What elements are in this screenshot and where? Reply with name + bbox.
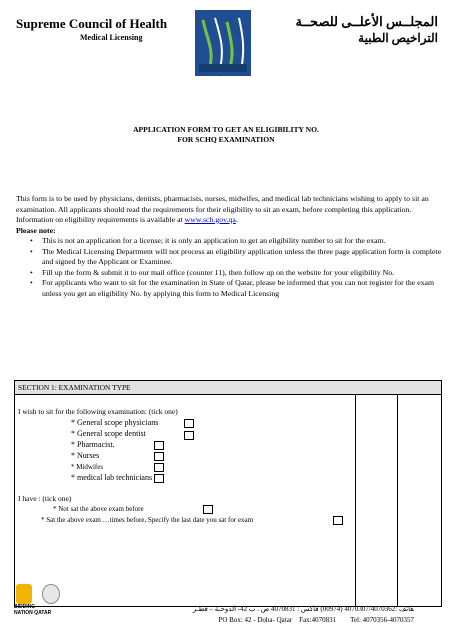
footer-tel: Tel: 4070356-4070357 — [350, 616, 414, 624]
footer-contact — [218, 616, 414, 624]
exam-option-label: * Pharmacist. — [71, 440, 115, 449]
exam-checkbox-general-dentist[interactable] — [184, 431, 194, 440]
badge-caption: BIDDING NATION QATAR — [14, 604, 52, 616]
exam-option-label: * General scope physicians — [71, 418, 159, 427]
section-examination-type — [14, 380, 442, 607]
sch-logo — [195, 10, 251, 76]
exam-checkbox-midwifes[interactable] — [154, 463, 164, 472]
footer-arabic-contact: هاتف :4070307/4070362 (00974) فاكس : 4070831 ص . ب 42- الدوحـة – قطـر — [192, 605, 414, 613]
please-note-label: Please note: — [16, 225, 56, 235]
form-title-line-1: APPLICATION FORM TO GET AN ELIGIBILITY NO. — [133, 125, 319, 134]
form-title — [0, 125, 452, 145]
notes-list — [16, 236, 442, 299]
footer-fax: Fax:4070831 — [299, 616, 337, 624]
note-item: • This is not an application for a license; it is only an application to get an eligibility number to sit for the exam. — [34, 236, 442, 247]
department-name-arabic: التراخيص الطبية — [358, 31, 438, 45]
section-header: SECTION 1: EXAMINATION TYPE — [15, 381, 441, 395]
exam-checkbox-nurses[interactable] — [154, 452, 164, 461]
intro-section — [16, 194, 442, 299]
intro-text: This form is to be used by physicians, dentists, pharmacists, nurses, midwifes, and medical lab technicians wishing to apply to sit an examination. All applicants should read the requirements for their eligibility to sit an exam, before completing this application. Information on eligibility requirements is available at — [16, 194, 429, 224]
footer-po-box: PO Box: 42 - Doha- Qatar — [218, 616, 293, 624]
form-title-line-2: FOR SCHQ EXAMINATION — [177, 135, 275, 144]
intro-text-end: . — [235, 215, 238, 224]
column-divider — [355, 395, 356, 606]
qatar-bid-logo — [16, 584, 32, 604]
emblem-logo — [42, 584, 60, 604]
exam-checkbox-pharmacist[interactable] — [154, 441, 164, 450]
exam-option-label: * General scope dentist — [71, 429, 146, 438]
history-option-label: * Sat the above exam …times before, Specify the last date you sat for exam — [41, 516, 254, 524]
exam-checkbox-medical-lab[interactable] — [154, 474, 164, 483]
note-item: • Fill up the form & submit it to our mail office (counter 11), then follow up on the website for your eligibility No. — [34, 268, 442, 279]
exam-checkbox-general-physicians[interactable] — [184, 419, 194, 428]
department-name: Medical Licensing — [80, 33, 143, 42]
organization-name: Supreme Council of Health — [16, 16, 168, 31]
exam-question: I wish to sit for the following examination: (tick one) — [18, 407, 178, 416]
exam-option-label: * Nurses — [71, 451, 100, 460]
column-divider — [397, 395, 398, 606]
note-item: • The Medical Licensing Department will not process an eligibility application unless the three page application form is complete and signed by the Applicant or Examinee. — [34, 247, 442, 268]
history-option-label: * Not sat the above exam before — [53, 505, 144, 513]
organization-name-arabic: المجلــس الأعلــى للصحــة — [295, 14, 438, 29]
history-checkbox-not-sat[interactable] — [203, 505, 213, 514]
exam-option-label: * medical lab technicians — [71, 473, 153, 482]
note-item: • For applicants who want to sit for the examination in State of Qatar, please be informed that you can not register for the exam unless you get an eligibility No. by applying this form to Medical Licensing — [34, 278, 442, 299]
history-checkbox-sat-before[interactable] — [333, 516, 343, 525]
exam-option-label: * Midwifes — [71, 463, 104, 471]
intro-paragraph — [16, 194, 442, 226]
website-link[interactable]: www.sch.gov.qa — [184, 215, 236, 224]
history-question: I have : (tick one) — [18, 494, 72, 503]
